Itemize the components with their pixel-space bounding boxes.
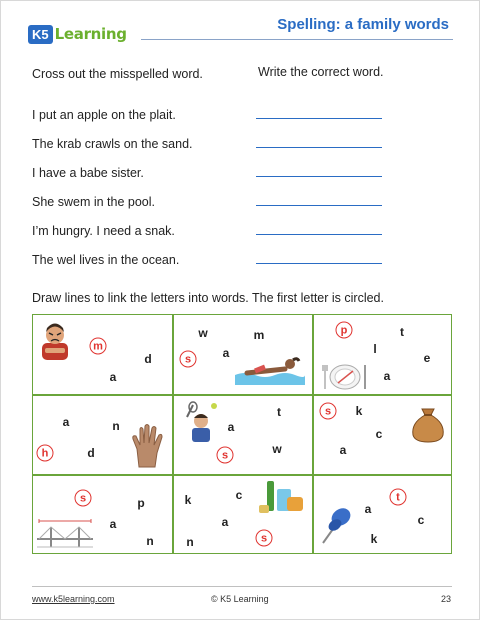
circled-letter: h — [37, 445, 54, 462]
answer-line-4[interactable] — [256, 205, 382, 206]
tennis-player-icon — [181, 401, 221, 443]
letter: p — [137, 496, 145, 510]
grid-cell-2 — [173, 315, 312, 394]
money-sack-icon — [409, 403, 447, 443]
swimmer-icon — [235, 355, 305, 385]
letter: a — [364, 502, 372, 516]
hand-icon — [131, 423, 165, 469]
letter: l — [373, 342, 377, 356]
letter: w — [272, 442, 282, 456]
letter: n — [186, 535, 194, 549]
letter: c — [235, 488, 243, 502]
footer-divider — [32, 586, 452, 587]
angry-boy-icon — [39, 321, 71, 361]
circled-letter: s — [180, 351, 197, 368]
snacks-icon — [259, 479, 307, 515]
letter: a — [227, 420, 235, 434]
logo-k5-badge: K5 — [28, 25, 53, 44]
answer-line-5[interactable] — [256, 234, 382, 235]
instruction-link-letters: Draw lines to link the letters into words. The first letter is circled. — [32, 291, 384, 305]
grid-cell-8 — [173, 475, 312, 555]
page-title: Spelling: a family words — [277, 16, 449, 33]
letter: a — [339, 443, 347, 457]
sentence-4: She swem in the pool. — [32, 195, 155, 209]
letter: k — [184, 493, 192, 507]
letter: a — [62, 415, 70, 429]
circled-letter: s — [320, 403, 337, 420]
page-number: 23 — [441, 594, 452, 604]
sentence-1: I put an apple on the plait. — [32, 108, 176, 122]
sentence-5: I’m hungry. I need a snak. — [32, 224, 175, 238]
letter: a — [222, 346, 230, 360]
letter: m — [253, 328, 265, 342]
sentence-6: The wel lives in the ocean. — [32, 253, 180, 267]
letter: t — [277, 405, 281, 419]
circled-letter: p — [336, 322, 353, 339]
grid-cell-6 — [313, 395, 453, 474]
k5-learning-logo[interactable] — [28, 23, 127, 45]
answer-line-2[interactable] — [256, 147, 382, 148]
thumbtack-icon — [319, 503, 353, 545]
letter: a — [109, 370, 117, 384]
letter: e — [423, 351, 431, 365]
grid-cell-1 — [33, 315, 172, 394]
grid-cell-3 — [313, 315, 453, 394]
circled-letter: s — [217, 447, 234, 464]
header-divider — [141, 39, 453, 40]
bridge-icon — [37, 517, 93, 551]
sentence-2: The krab crawls on the sand. — [32, 137, 193, 151]
circled-letter: s — [75, 490, 92, 507]
letter: a — [109, 517, 117, 531]
answer-line-3[interactable] — [256, 176, 382, 177]
grid-cell-7 — [33, 475, 172, 555]
letter: a — [221, 515, 229, 529]
instruction-cross-out: Cross out the misspelled word. — [32, 67, 203, 81]
letter: n — [146, 534, 154, 548]
letter: k — [370, 532, 378, 546]
answer-line-1[interactable] — [256, 118, 382, 119]
letter-grid — [32, 314, 452, 554]
circled-letter: t — [390, 489, 407, 506]
answer-line-6[interactable] — [256, 263, 382, 264]
footer-website-link[interactable]: www.k5learning.com — [32, 594, 115, 604]
logo-learning-text: Learning — [54, 25, 127, 43]
letter: t — [400, 325, 404, 339]
grid-cell-4 — [33, 395, 172, 474]
grid-cell-5 — [173, 395, 312, 474]
letter: k — [355, 404, 363, 418]
instruction-write-correct: Write the correct word. — [258, 65, 384, 79]
circled-letter: s — [256, 530, 273, 547]
footer-copyright: © K5 Learning — [211, 594, 269, 604]
letter: w — [198, 326, 208, 340]
sentence-3: I have a babe sister. — [32, 166, 144, 180]
grid-cell-9 — [313, 475, 453, 555]
letter: c — [417, 513, 425, 527]
letter: n — [112, 419, 120, 433]
letter: c — [375, 427, 383, 441]
letter: d — [144, 352, 152, 366]
plate-icon — [321, 361, 369, 391]
circled-letter: m — [90, 338, 107, 355]
letter: d — [87, 446, 95, 460]
letter: a — [383, 369, 391, 383]
